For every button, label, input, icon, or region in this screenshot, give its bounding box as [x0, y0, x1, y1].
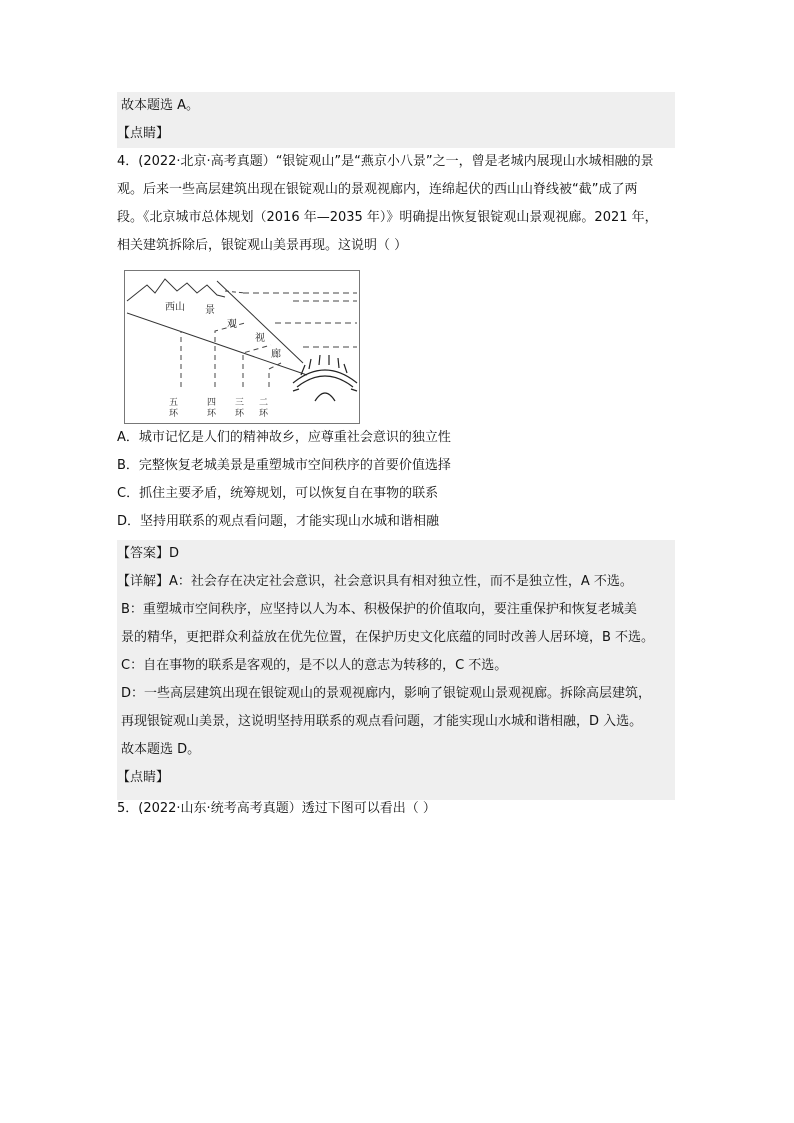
ring-label-3-bottom: 环: [235, 409, 245, 419]
answer-tip-label: 【点睛】: [117, 770, 170, 785]
answer-line: 【答案】D: [117, 546, 180, 561]
option-b: B．完整恢复老城美景是重塑城市空间秩序的首要价值选择: [117, 458, 451, 473]
mountain-label: 西山: [165, 302, 185, 313]
question4-line2: 观。后来一些高层建筑出现在银锭观山的景观视廊内，连绵起伏的西山山脊线被“截”成了两: [117, 182, 638, 197]
answer-conclusion: 故本题选 D。: [121, 742, 201, 757]
corridor-label-1: 景: [205, 305, 215, 316]
question4-line3: 段。《北京城市总体规划（2016 年—2035 年）》明确提出恢复银锭观山景观视廊。2021 年，: [117, 210, 658, 225]
diagram-svg: [125, 271, 359, 423]
question4-line4: 相关建筑拆除后，银锭观山美景再现。这说明（ ）: [117, 238, 408, 253]
ring-label-5-top: 五: [169, 398, 179, 408]
ring-label-4-bottom: 环: [207, 409, 217, 419]
detail-line-1: 【详解】A：社会存在决定社会意识，社会意识具有相对独立性，而不是独立性，A 不选。: [117, 574, 633, 589]
question5-line1: 5．(2022·山东·统考高考真题）透过下图可以看出（ ）: [117, 801, 436, 816]
ring-label-5-bottom: 环: [169, 409, 179, 419]
ring-label-3-top: 三: [235, 398, 245, 408]
previous-tip-label: 【点睛】: [117, 126, 170, 141]
option-a: A．城市记忆是人们的精神故乡，应尊重社会意识的独立性: [117, 430, 451, 445]
bridge-icon: [293, 355, 357, 401]
mountain-ridge: [127, 279, 225, 301]
corridor-label-4: 廊: [271, 349, 281, 360]
ring-line-2: [269, 363, 281, 387]
corridor-label-3: 视: [255, 333, 265, 344]
corridor-label-2: 观: [227, 319, 237, 330]
option-d: D．坚持用联系的观点看问题，才能实现山水城和谐相融: [117, 514, 440, 529]
previous-conclusion: 故本题选 A。: [121, 98, 200, 113]
previous-answer-block: [117, 92, 675, 148]
option-c: C．抓住主要矛盾，统筹规划，可以恢复自在事物的联系: [117, 486, 439, 501]
ring-label-4-top: 四: [207, 398, 217, 408]
ring-label-2-top: 二: [259, 398, 269, 408]
detail-line-6: 再现银锭观山美景，这说明坚持用联系的观点看问题，才能实现山水城和谐相融，D 入选。: [121, 714, 643, 729]
detail-line-4: C：自在事物的联系是客观的，是不以人的意志为转移的，C 不选。: [121, 658, 508, 673]
ring-line-4: [215, 323, 245, 387]
question4-line1: 4．(2022·北京·高考真题）“银锭观山”是“燕京小八景”之一，曾是老城内展现山水城相融的景: [117, 154, 654, 169]
ring-label-2-bottom: 环: [259, 409, 269, 419]
detail-line-5: D：一些高层建筑出现在银锭观山的景观视廊内，影响了银锭观山景观视廊。拆除高层建筑，: [121, 686, 652, 701]
view-corridor-diagram: [124, 270, 360, 424]
detail-line-3: 景的精华，更把群众利益放在优先位置，在保护历史文化底蕴的同时改善人居环境，B 不选。: [121, 630, 655, 645]
answer-block: [117, 540, 675, 800]
detail-line-2: B：重塑城市空间秩序，应坚持以人为本、积极保护的价值取向，要注重保护和恢复老城美: [121, 602, 637, 617]
ring-line-3: [243, 345, 271, 387]
sight-line: [127, 313, 307, 375]
